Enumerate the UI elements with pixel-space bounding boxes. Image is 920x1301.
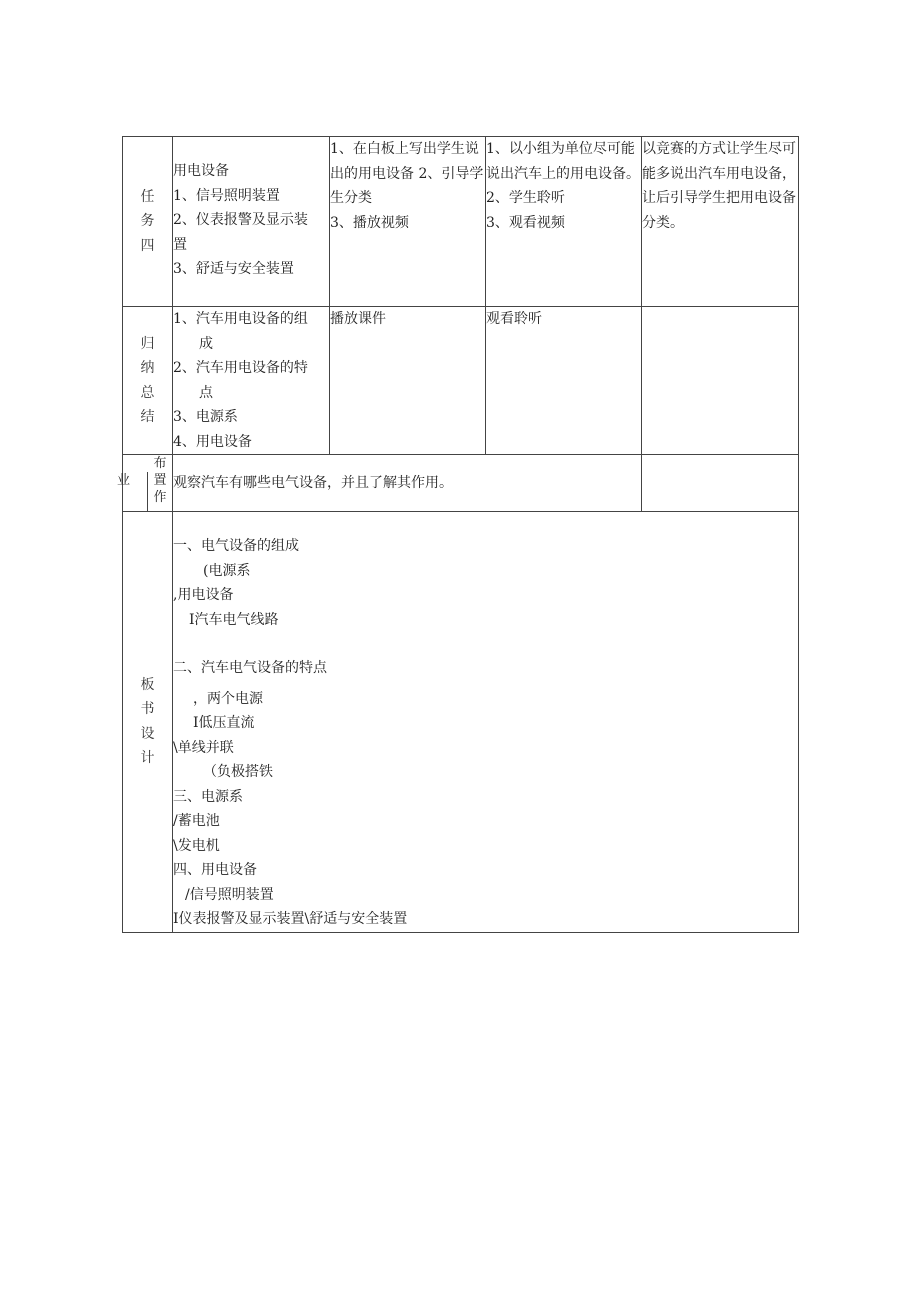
summary-student-text: 观看聆听: [486, 311, 542, 327]
homework-row: [123, 455, 799, 512]
board-line: ，两个电源: [193, 690, 263, 707]
task4-content-line: 1、信号照明装置: [173, 187, 280, 204]
task4-content-cell: [173, 137, 330, 307]
lesson-plan-table: [117, 136, 799, 933]
task4-content-line: 用电设备: [173, 163, 229, 179]
summary-label: 归纳总结: [140, 335, 155, 425]
task4-content-line: 置: [173, 236, 187, 253]
summary-content-line: 4、用电设备: [173, 433, 252, 450]
task4-intent-text: 以竞赛的方式让学生尽可能多说出汽车用电设备，让后引导学生把用电设备分类。: [642, 141, 796, 231]
board-line: \发电机: [173, 837, 220, 854]
summary-intent-cell: [642, 307, 799, 455]
task4-intent-cell: [642, 137, 799, 307]
task4-student-cell: [486, 137, 642, 307]
board-line: ,用电设备: [173, 587, 234, 603]
summary-student-cell: [486, 307, 642, 455]
summary-content-line: 成: [199, 335, 213, 352]
summary-content-line: 3、电源系: [173, 409, 238, 425]
board-line: I低压直流: [193, 715, 255, 731]
board-content-cell: [173, 512, 799, 933]
homework-label-inner: 布置作: [153, 456, 167, 505]
task4-row: [123, 137, 799, 307]
board-line: /信号照明装置: [185, 886, 274, 903]
task4-teacher-cell: [330, 137, 486, 307]
task4-content-line: 2、仪表报警及显示装: [173, 212, 308, 228]
summary-row: [123, 307, 799, 455]
task4-label: 任务四: [140, 188, 155, 254]
board-line: I汽车电气线路: [189, 611, 279, 628]
summary-teacher-text: 播放课件: [330, 311, 386, 327]
homework-label-outer: 业: [117, 473, 131, 488]
task4-content-line: 3、舒适与安全装置: [173, 261, 294, 277]
board-line: 二、汽车电气设备的特点: [173, 660, 327, 676]
homework-content-cell: [173, 455, 642, 512]
board-line: /蓄电池: [173, 813, 220, 829]
task4-student-line: 1、以小组为单位尽可能说出汽车上的用电设备。: [486, 141, 640, 182]
homework-label-inner-wrap: [149, 455, 171, 506]
summary-content-cell: [173, 307, 330, 455]
homework-label-divider: [147, 472, 148, 512]
board-line: I仪表报警及显示装置\舒适与安全装置: [173, 911, 408, 927]
board-label: 板书设计: [140, 676, 155, 767]
board-line: 四、用电设备: [173, 862, 257, 878]
task4-student-line: 2、学生聆听: [486, 190, 565, 206]
board-label-cell: [123, 512, 173, 933]
homework-content-text: 观察汽车有哪些电气设备，并且了解其作用。: [173, 474, 453, 491]
board-line: \单线并联: [173, 739, 234, 756]
summary-content-line: 1、汽车用电设备的组: [173, 311, 308, 327]
board-line: （负极搭铁: [203, 764, 273, 780]
board-line: 一、电气设备的组成: [173, 538, 299, 554]
task4-label-cell: [123, 137, 173, 307]
summary-teacher-cell: [330, 307, 486, 455]
homework-label-cell: [117, 455, 173, 512]
board-line: (电源系: [203, 562, 251, 579]
summary-label-cell: [123, 307, 173, 455]
task4-teacher-text: 1、在白板上写出学生说出的用电设备 2、引导学生分类 3、播放视频: [330, 141, 484, 231]
task4-student-line: 3、观看视频: [486, 214, 565, 231]
board-row: [123, 512, 799, 933]
board-line: 三、电源系: [173, 788, 243, 805]
summary-content-line: 2、汽车用电设备的特: [173, 360, 308, 376]
summary-content-line: 点: [199, 384, 213, 401]
homework-empty-cell: [642, 455, 799, 512]
